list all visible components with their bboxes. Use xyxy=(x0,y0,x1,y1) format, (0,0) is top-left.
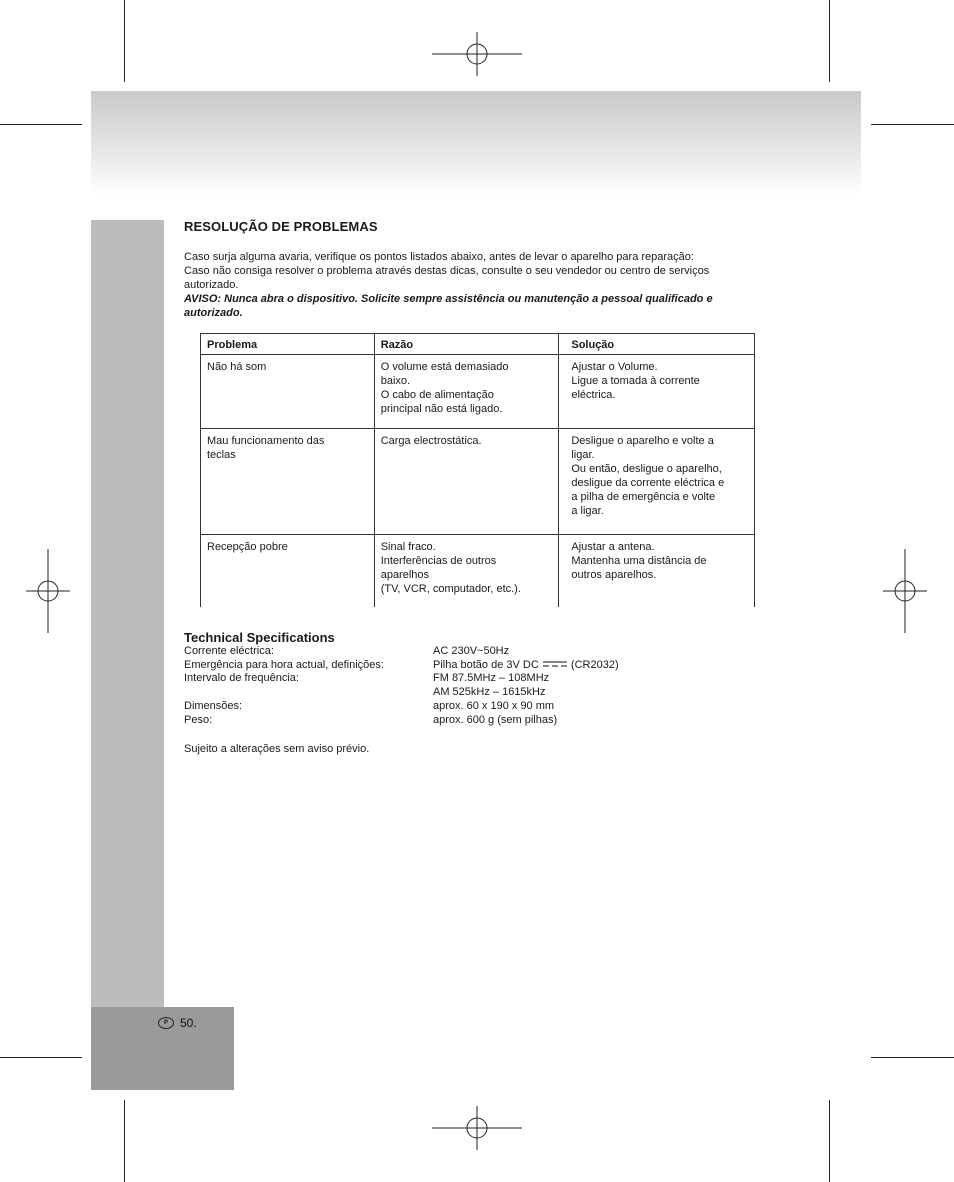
registration-mark-icon xyxy=(432,32,522,76)
table-row xyxy=(201,535,755,607)
section-title: RESOLUÇÃO DE PROBLEMAS xyxy=(184,219,378,234)
page-number-text: 50. xyxy=(180,1016,197,1030)
sidebar-band xyxy=(91,220,164,1090)
cell-line: baixo. xyxy=(380,375,411,387)
dc-symbol-icon xyxy=(542,661,568,667)
cell-line: Sinal fraco. xyxy=(380,541,436,553)
reason-cell xyxy=(374,535,559,607)
cell-line: outros aparelhos. xyxy=(571,569,657,581)
page-number xyxy=(158,1016,197,1030)
crop-mark xyxy=(871,1057,954,1058)
column-header: Razão xyxy=(374,334,559,355)
table-row xyxy=(201,355,755,429)
problem-cell xyxy=(201,429,375,535)
spec-row xyxy=(184,672,619,686)
spec-label: Emergência para hora actual, definições: xyxy=(184,658,384,671)
registration-mark-icon xyxy=(26,549,70,633)
spec-label: Corrente eléctrica: xyxy=(184,645,274,657)
registration-mark-icon xyxy=(883,549,927,633)
cell-line: Mantenha uma distância de xyxy=(571,555,707,567)
cell-line: Recepção pobre xyxy=(207,541,288,553)
solution-cell xyxy=(559,355,755,429)
intro-line: Caso não consiga resolver o problema através destas dicas, consulte o seu vendedor ou centro de serviços autorizado. xyxy=(184,265,710,291)
column-header: Problema xyxy=(201,334,375,355)
solution-cell xyxy=(559,535,755,607)
problem-cell xyxy=(201,535,375,607)
spec-label: Intervalo de frequência: xyxy=(184,672,299,685)
cell-line: Mau funcionamento das xyxy=(207,435,325,447)
spec-value: FM 87.5MHz – 108MHz xyxy=(433,672,550,685)
table-header-row xyxy=(201,334,755,355)
cell-line: eléctrica. xyxy=(571,389,616,401)
cell-line: principal não está ligado. xyxy=(380,403,503,415)
spec-value: AC 230V~50Hz xyxy=(433,645,510,657)
warning-text: AVISO: Nunca abra o dispositivo. Solicite sempre assistência ou manutenção a pessoal qualificado e autorizado. xyxy=(184,293,713,319)
crop-mark xyxy=(124,1100,125,1182)
cell-line: Não há som xyxy=(207,361,267,373)
cell-line: O volume está demasiado xyxy=(380,361,509,373)
spec-label: Dimensões: xyxy=(184,699,243,712)
table-row xyxy=(201,429,755,535)
spec-value: aprox. 600 g (sem pilhas) xyxy=(433,713,558,726)
cell-line: (TV, VCR, computador, etc.). xyxy=(380,583,521,595)
spec-value-group xyxy=(433,659,619,673)
column-header: Solução xyxy=(559,334,755,355)
cell-line: Ajustar a antena. xyxy=(571,541,655,553)
language-badge: P xyxy=(158,1017,174,1029)
cell-line: Ou então, desligue o aparelho, xyxy=(571,463,722,475)
spec-row xyxy=(184,714,619,728)
cell-line: ligar. xyxy=(571,449,595,461)
spec-row xyxy=(184,700,619,714)
footnote: Sujeito a alterações sem aviso prévio. xyxy=(184,743,370,755)
header-band xyxy=(91,91,861,195)
crop-mark xyxy=(0,1057,82,1058)
cell-line: aparelhos xyxy=(380,569,430,581)
cell-line: Desligue o aparelho e volte a xyxy=(571,435,714,447)
spec-row xyxy=(184,645,619,659)
spec-value: AM 525kHz – 1615kHz xyxy=(433,686,546,699)
crop-mark xyxy=(829,1100,830,1182)
registration-mark-icon xyxy=(432,1106,522,1150)
spec-value: aprox. 60 x 190 x 90 mm xyxy=(433,699,555,712)
spec-label: Peso: xyxy=(184,713,213,726)
specs-title: Technical Specifications xyxy=(184,630,335,645)
spec-row xyxy=(184,659,619,673)
reason-cell xyxy=(374,355,559,429)
cell-line: Ajustar o Volume. xyxy=(571,361,658,373)
crop-mark xyxy=(829,0,830,82)
spec-value-suffix: (CR2032) xyxy=(570,658,619,671)
crop-mark xyxy=(124,0,125,82)
intro-line: Caso surja alguma avaria, verifique os pontos listados abaixo, antes de levar o aparelho para reparação: xyxy=(184,251,694,263)
solution-cell xyxy=(559,429,755,535)
reason-cell xyxy=(374,429,559,535)
intro-text xyxy=(184,250,754,320)
spec-value: Pilha botão de 3V DC xyxy=(433,658,539,671)
cell-line: a pilha de emergência e volte xyxy=(571,491,716,503)
cell-line: Interferências de outros xyxy=(380,555,497,567)
cell-line: Ligue a tomada à corrente xyxy=(571,375,700,387)
crop-mark xyxy=(871,124,954,125)
cell-line: Carga electrostática. xyxy=(380,435,482,447)
specs-list xyxy=(184,645,619,727)
problem-cell xyxy=(201,355,375,429)
cell-line: a ligar. xyxy=(571,505,604,517)
cell-line: teclas xyxy=(207,449,236,461)
troubleshooting-table xyxy=(200,333,755,607)
crop-mark xyxy=(0,124,82,125)
cell-line: O cabo de alimentação xyxy=(380,389,494,401)
spec-label xyxy=(184,686,433,700)
spec-row xyxy=(184,686,619,700)
cell-line: desligue da corrente eléctrica e xyxy=(571,477,725,489)
